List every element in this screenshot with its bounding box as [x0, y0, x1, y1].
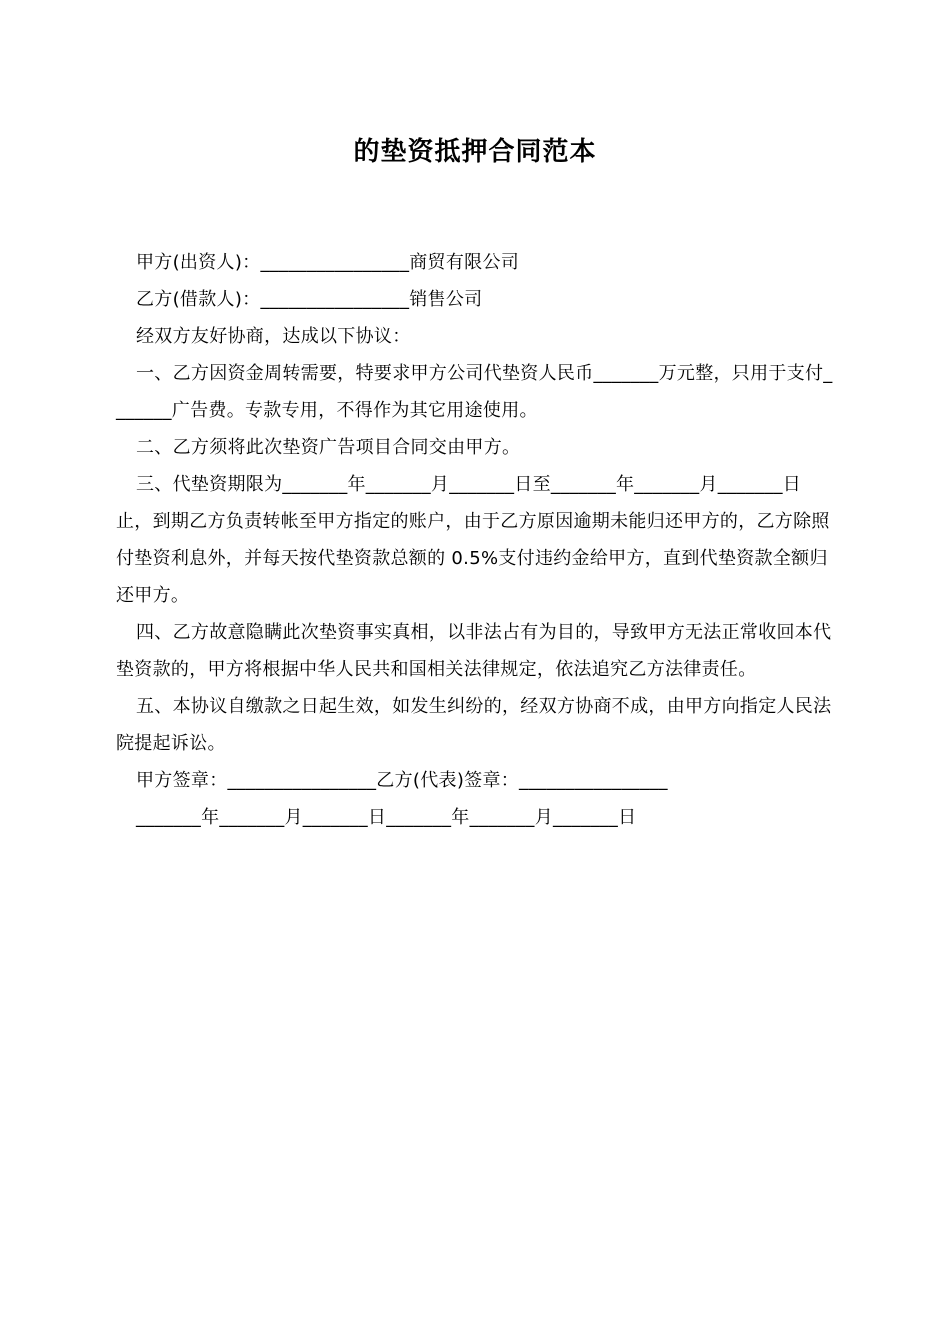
clause-4: 四、乙方故意隐瞒此次垫资事实真相，以非法占有为目的，导致甲方无法正常收回本代垫资款的，甲方将根据中华人民共和国相关法律规定，依法追究乙方法律责任。	[116, 622, 832, 680]
signature-line: 甲方签章：________________乙方(代表)签章：________________	[136, 770, 668, 791]
clause-5: 五、本协议自缴款之日起生效，如发生纠纷的，经双方协商不成，由甲方向指定人民法院提起诉讼。	[116, 696, 832, 754]
document-title: 的垫资抵押合同范本	[353, 137, 597, 167]
party-b-line: 乙方(借款人)：________________销售公司	[136, 289, 483, 310]
date-line: _______年_______月_______日_______年_______月_______日	[136, 807, 637, 828]
agreement-intro: 经双方友好协商，达成以下协议：	[136, 326, 411, 347]
document-body	[116, 244, 836, 836]
clause-1: 一、乙方因资金周转需要，特要求甲方公司代垫资人民币_______万元整，只用于支付_______广告费。专款专用，不得作为其它用途使用。	[116, 363, 833, 421]
party-a-line: 甲方(出资人)：________________商贸有限公司	[136, 252, 520, 273]
clause-2: 二、乙方须将此次垫资广告项目合同交由甲方。	[136, 437, 521, 458]
clause-3: 三、代垫资期限为_______年_______月_______日至_______年_______月_______日止，到期乙方负责转帐至甲方指定的账户，由于乙方原因逾期未能归还甲方的，乙方除照付垫资利息外，并每天按代垫资款总额的 0.5%支付违约金给甲方，直到代垫资款全额归还甲方。	[116, 474, 830, 606]
